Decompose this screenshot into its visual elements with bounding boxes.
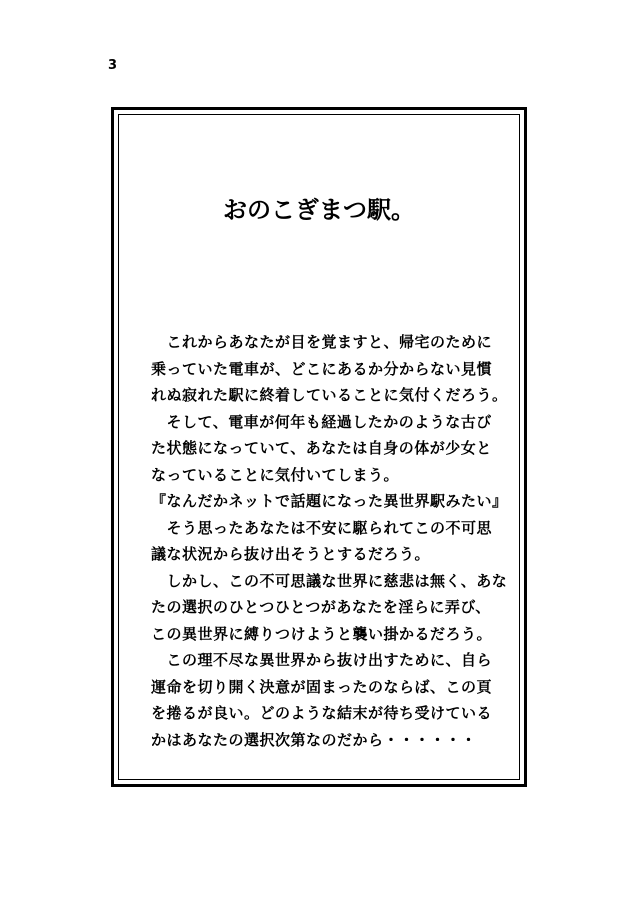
body-line: なっていることに気付いてしまう。 [151, 465, 400, 484]
body-line: れぬ寂れた駅に終着していることに気付くだろう。 [151, 386, 508, 404]
body-line: そう思ったあなたは不安に駆られてこの不可思 [151, 518, 493, 537]
body-line: これからあなたが目を覚ますと、帰宅のために [151, 333, 493, 351]
body-line: この理不尽な異世界から抜け出すために、自ら [151, 651, 493, 669]
body-line: 運命を切り開く決意が固まったのならば、この頁 [151, 677, 493, 696]
body-text [151, 329, 508, 753]
page-title: おのこぎまつ駅。 [223, 196, 415, 224]
body-line: 『なんだかネットで話題になった異世界駅みたい』 [151, 492, 508, 510]
body-line: 乗っていた電車が、どこにあるか分からない見慣 [151, 359, 493, 378]
body-line: たの選択のひとつひとつがあなたを淫らに弄び、 [151, 598, 491, 616]
page-number: 3 [108, 58, 118, 73]
body-line: この異世界に縛りつけようと襲い掛かるだろう。 [151, 624, 493, 643]
body-line: を捲るが良い。どのような結末が待ち受けている [151, 704, 493, 722]
body-line: 議な状況から抜け出そうとするだろう。 [151, 545, 431, 563]
body-line: かはあなたの選択次第なのだから・・・・・・ [151, 730, 477, 749]
outer-frame [111, 107, 527, 787]
body-line: しかし、この不可思議な世界に慈悲は無く、あな [151, 571, 508, 590]
body-line: た状態になっていて、あなたは自身の体が少女と [151, 439, 492, 457]
inner-frame [118, 114, 520, 780]
body-line: そして、電車が何年も経過したかのような古び [151, 412, 492, 431]
